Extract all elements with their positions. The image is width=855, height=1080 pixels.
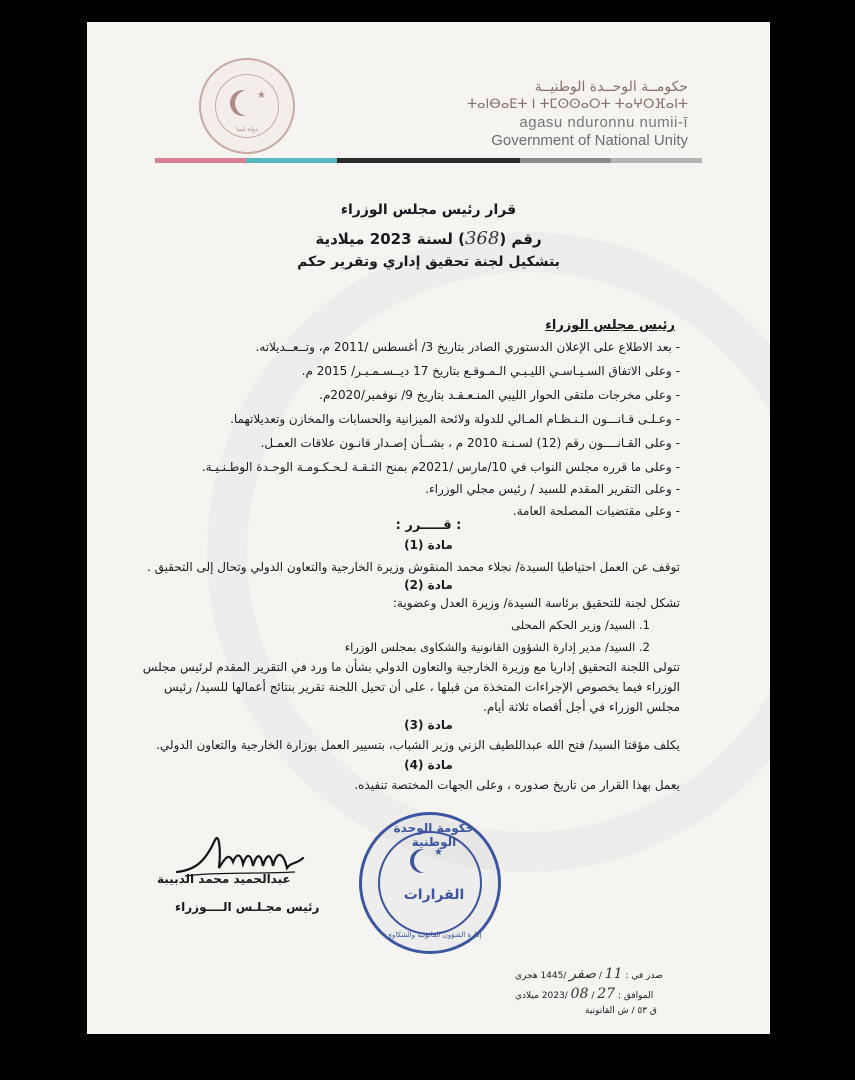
article-3-heading: مادة (3) — [404, 718, 453, 732]
corr-month: 08 — [570, 986, 589, 1002]
official-stamp — [359, 812, 501, 954]
preamble-item: - بعد الاطلاع على الإعلان الدستوري الصادر بتاريخ 3/ أغسطس /2011 م، وتــعــديلاته. — [255, 340, 680, 354]
color-bar-segment — [155, 158, 246, 163]
corresponding-date-line: الموافق : 27 / 08 /2023 ميلادي — [515, 986, 654, 1002]
decision-word: : قـــــرر : — [395, 518, 462, 533]
preamble-item: - وعلى الاتفاق السـيـاسـي الليـبـي الـمـوقـع بتاريخ 17 ديــسـمـبـر/ 2015 م. — [301, 364, 680, 378]
article-2-heading: مادة (2) — [404, 578, 453, 592]
committee-member: 2. السيد/ مدير إدارة الشؤون القانونية والشكاوى بمجلس الوزراء — [344, 640, 650, 654]
article-2-body-line: تتولى اللجنة التحقيق إداريا مع وزيرة الخارجية والتعاون الدولي بشأن ما ورد في التقرير المقدم لرئيس مجلس — [142, 660, 680, 674]
decree-subject: بتشكيل لجنة تحقيق إداري وتقرير حكم — [297, 254, 560, 270]
stamp-bottom-text: إدارة الشؤون القانونية والشكاوى — [386, 931, 482, 939]
corr-year: /2023 ميلادي — [515, 991, 568, 1001]
preamble-item: - وعلى التقرير المقدم للسيد / رئيس مجلي الوزراء. — [425, 482, 680, 496]
preamble-item: - وعـلـى قـانـــون الـنـظـام المـالي للدولة ولائحة الميزانية والحسابات والمخازن وتعديلاتهما. — [230, 412, 680, 426]
article-4-heading: مادة (4) — [404, 758, 453, 772]
decree-number-line — [87, 228, 770, 249]
article-2-intro: تشكل لجنة للتحقيق برئاسة السيدة/ وزيرة العدل وعضوية: — [392, 596, 680, 610]
stamp-top-text: حكومة الوحدة الوطنية — [393, 821, 475, 849]
gov-name-amazigh: agasu nduronnu numii-ī — [519, 114, 688, 131]
star-icon: ★ — [257, 90, 266, 101]
article-2-body-line: الوزراء فيما يخصوص الإجراءات المتخذة من قبلها ، على أن تحيل اللجنة تقرير بنتائج أعمالها للسيد/ رئيس — [163, 680, 680, 694]
header-color-bar — [155, 158, 702, 163]
gov-name-english: Government of National Unity — [491, 132, 688, 149]
issued-date-line: صدر في : 11 / صفر /1445 هجري — [515, 966, 663, 982]
article-1-heading: مادة (1) — [404, 538, 453, 552]
preamble-item: - وعلى مخرجات ملتقى الحوار الليبي المنـعـقـد بتاريخ 9/ نوفمبر/2020م. — [319, 388, 680, 402]
article-3-text: يكلف مؤقتا السيد/ فتح الله عبداللطيف الزني وزير الشباب، بتسيير العمل بوزارة الخارجية والتعاون الدولي. — [156, 738, 680, 752]
decree-number-prefix: رقم ( — [499, 230, 542, 248]
government-name-block — [467, 78, 688, 150]
gov-name-tifinagh: ⵜⴰⵏⴱⴰⴹⵜ ⵏ ⵜⵎⵙⵙⴰⵔⵜ ⵜⴰⵖⵔⴼⴰⵏⵜ — [467, 97, 688, 112]
article-2-body-line: مجلس الوزراء في أجل أقصاه ثلاثة أيام. — [483, 700, 680, 714]
decree-number: 368 — [464, 228, 500, 249]
color-bar-segment — [429, 158, 520, 163]
color-bar-segment — [611, 158, 702, 163]
decree-title: قرار رئيس مجلس الوزراء — [340, 202, 517, 218]
stamp-middle-text: القرارات — [403, 887, 465, 903]
gov-name-arabic: حكومــة الوحــدة الوطنيــة — [534, 79, 688, 95]
issued-year: /1445 هجري — [515, 971, 567, 981]
color-bar-segment — [520, 158, 611, 163]
preamble-item: - وعلى مقتضيات المصلحة العامة. — [512, 504, 680, 518]
document-page — [87, 22, 770, 1034]
corr-day: 27 — [597, 986, 616, 1002]
issued-month: صفر — [569, 966, 596, 982]
preamble-item: - وعلى ما قرره مجلس النواب في 10/مارس /2021م بمنح الثـقـة لـحـكـومـة الوحـدة الوطـنـيـة. — [201, 460, 680, 474]
decree-number-suffix: ) لسنة 2023 ميلادية — [315, 230, 465, 248]
issued-day: 11 — [604, 966, 623, 982]
logo-caption: دولة ليبيا — [236, 126, 258, 133]
committee-member: 1. السيد/ وزير الحكم المحلى — [511, 618, 650, 632]
issued-label: صدر في : — [625, 971, 663, 981]
stamp-star-icon: ★ — [434, 847, 443, 858]
preamble-item: - وعلى القـانــــون رقم (12) لسـنـة 2010 م ، بشــأن إصـدار قانـون علاقات العمـل. — [260, 436, 680, 450]
color-bar-segment — [246, 158, 337, 163]
color-bar-segment — [337, 158, 428, 163]
article-1-text: توقف عن العمل احتياطيا السيدة/ نجلاء محمد المنقوش وزيرة الخارجية والتعاون الدولي وتحال إلى التحقيق . — [146, 560, 680, 574]
signatory-title: رئيس مجـلـس الــــوزراء — [175, 900, 320, 914]
corr-label: الموافق : — [617, 991, 654, 1001]
signatory-name: عبدالحميد محمد الدبيبة — [157, 872, 291, 886]
preamble-heading: رئيس مجلس الوزراء — [545, 318, 675, 333]
reference-line: ق ٥٣ / ش القانونية — [585, 1006, 657, 1016]
article-4-text: يعمل بهذا القرار من تاريخ صدوره ، وعلى الجهات المختصة تنفيذه. — [354, 778, 680, 792]
government-logo — [199, 58, 295, 154]
